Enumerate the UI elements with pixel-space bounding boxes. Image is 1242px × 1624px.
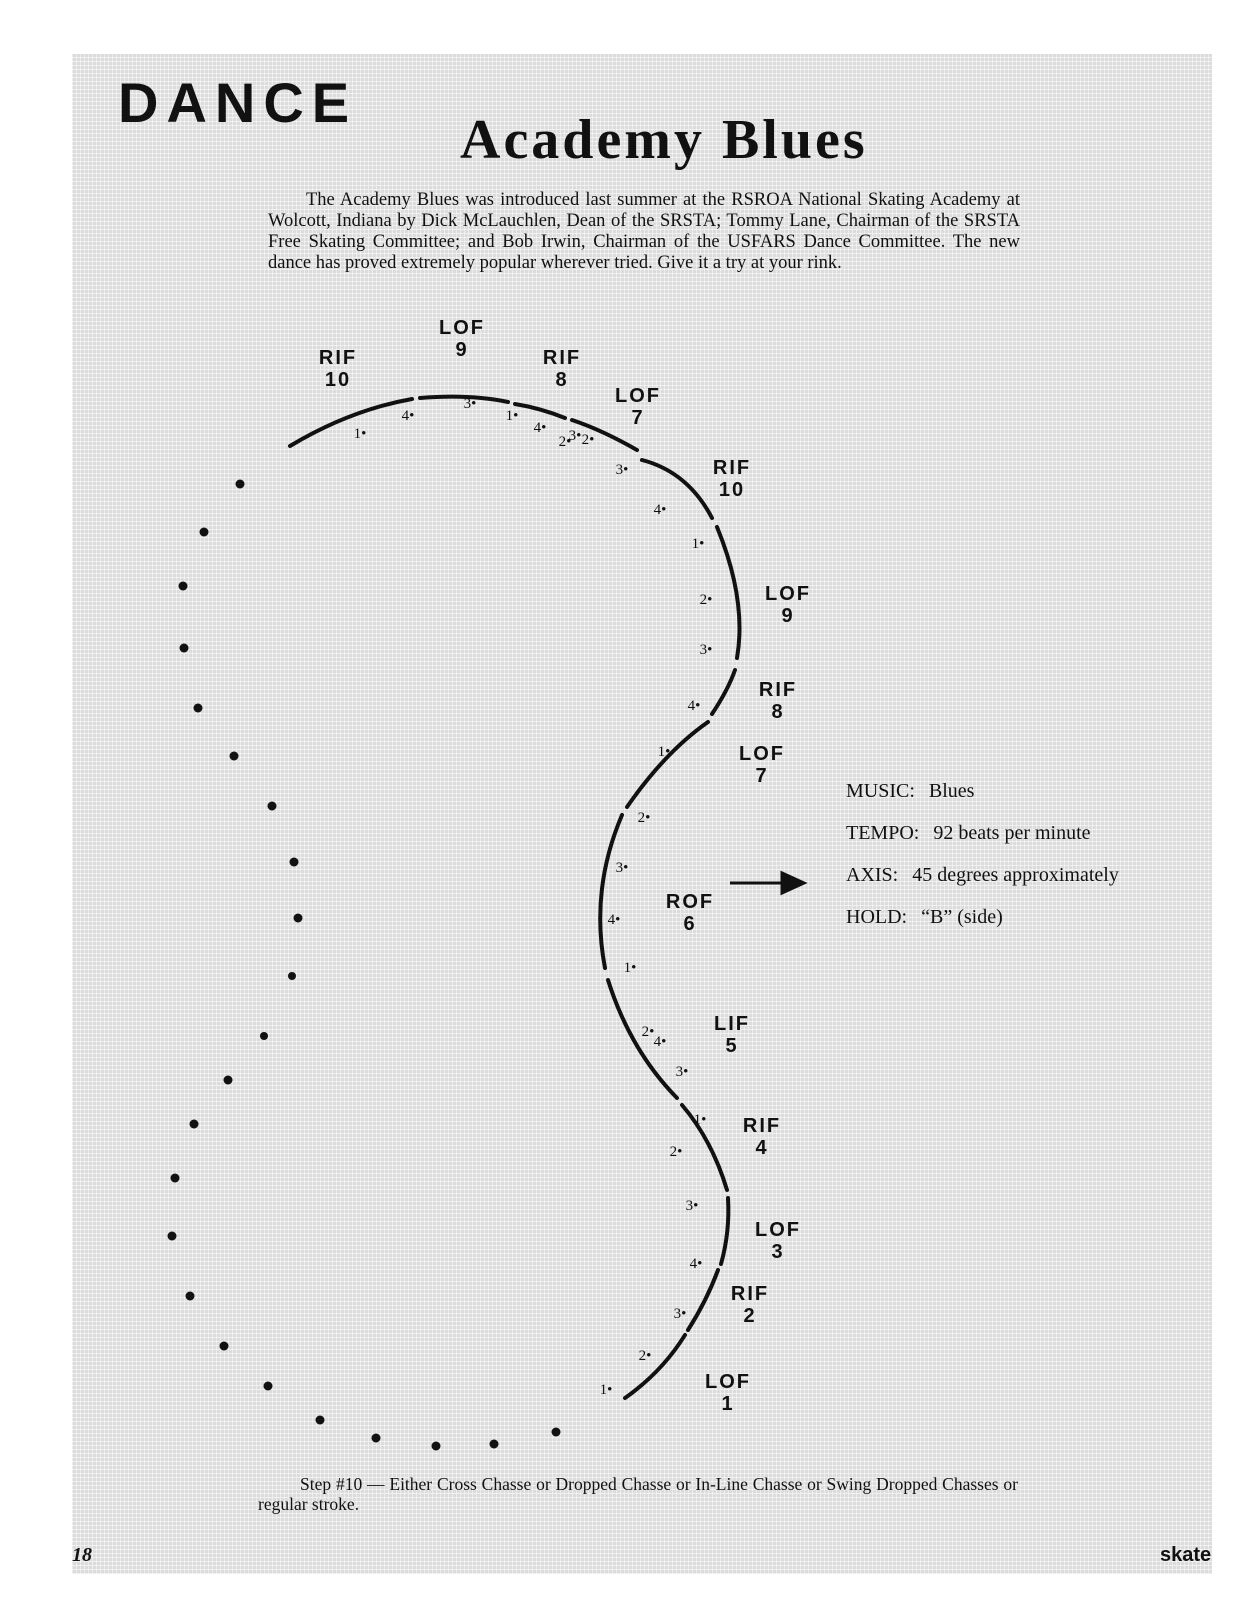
beat-count: 4•	[653, 1034, 667, 1050]
step-number-label: 5	[725, 1035, 739, 1057]
path-dot	[288, 972, 296, 980]
edge-step-10-second	[290, 399, 412, 446]
axis-label: AXIS:	[846, 864, 899, 886]
music-row	[846, 770, 1119, 812]
step-number-label: 7	[631, 407, 645, 429]
step-edge-label: RIF	[758, 679, 798, 701]
magazine-name: skate	[1160, 1544, 1212, 1566]
path-dot	[200, 528, 209, 537]
path-dot	[290, 858, 299, 867]
beat-count: 3•	[673, 1306, 687, 1322]
footnote: Step #10 — Either Cross Chasse or Dropped Chasse or In-Line Chasse or Swing Dropped Chasses or regular stroke.	[258, 1474, 1018, 1514]
edge-step-10	[642, 460, 712, 518]
music-label: MUSIC:	[846, 780, 915, 802]
step-edge-label: LOF	[739, 743, 785, 765]
beat-count: 1•	[691, 536, 705, 552]
step-number-label: 10	[718, 479, 746, 501]
path-dot	[230, 752, 239, 761]
step-edge-label: RIF	[542, 347, 582, 369]
direction-arrow	[730, 873, 804, 893]
beat-count: 1•	[353, 426, 367, 442]
beat-count: 4•	[687, 698, 701, 714]
beat-count: 3•	[699, 642, 713, 658]
edge-step-1	[625, 1335, 685, 1398]
edge-step-8-second	[515, 404, 565, 418]
beat-count: 2•	[638, 1348, 652, 1364]
step-number-label: 2	[743, 1305, 757, 1327]
path-dot	[168, 1232, 177, 1241]
edge-step-8	[712, 670, 735, 714]
intro-paragraph: The Academy Blues was introduced last summer at the RSROA National Skating Academy at Wolcott, Indiana by Dick McLauchlen, Dean of the SRSTA; Tommy Lane, Chairman of the SRSTA Free Skating Committee; and Bob Irwin, Chairman of the USFARS Dance Committee. The new dance has proved extremely popular wherever tried. Give it a try at your rink.	[268, 190, 1020, 273]
step-labels	[319, 317, 811, 1415]
beat-count-marks	[354, 396, 713, 1398]
path-dot	[316, 1416, 325, 1425]
beat-count: 3•	[675, 1064, 689, 1080]
page-title: Academy Blues	[460, 109, 868, 171]
axis-row	[846, 854, 1119, 896]
path-dot	[190, 1120, 199, 1129]
path-dot	[432, 1442, 441, 1451]
step-edge-label: LOF	[765, 583, 811, 605]
step-edge-label: LOF	[615, 385, 661, 407]
edge-step-7	[627, 722, 708, 807]
edge-step-9	[717, 527, 740, 658]
step-number-label: 8	[771, 701, 785, 723]
path-dot	[294, 914, 303, 923]
path-dot	[224, 1076, 233, 1085]
beat-count: 2•	[558, 434, 572, 450]
dance-info	[846, 770, 1119, 938]
beat-count: 2•	[669, 1144, 683, 1160]
beat-count: 4•	[653, 502, 667, 518]
step-edge-label: LOF	[439, 317, 485, 339]
beat-count: 1•	[505, 408, 519, 424]
hold-value: “B” (side)	[921, 906, 1003, 928]
path-dot	[372, 1434, 381, 1443]
step-number-label: 3	[771, 1241, 785, 1263]
beat-count: 3•	[568, 428, 582, 444]
path-dot	[490, 1440, 499, 1449]
beat-count: 3•	[615, 462, 629, 478]
beat-count: 1•	[599, 1382, 613, 1398]
path-dot	[268, 802, 277, 811]
step-number-label: 9	[781, 605, 795, 627]
step-number-label: 8	[555, 369, 569, 391]
step-number-label: 10	[324, 369, 352, 391]
music-value: Blues	[928, 780, 975, 802]
path-dot	[180, 644, 189, 653]
beat-count: 4•	[533, 420, 547, 436]
skater-path-dots	[168, 480, 561, 1451]
beat-count: 4•	[689, 1256, 703, 1272]
step-edge-label: ROF	[665, 891, 715, 913]
section-label: DANCE	[118, 71, 358, 134]
beat-count: 1•	[623, 960, 637, 976]
beat-count: 2•	[699, 592, 713, 608]
step-number-label: 1	[721, 1393, 735, 1415]
path-dot	[552, 1428, 561, 1437]
step-number-label: 7	[755, 765, 769, 787]
hold-row	[846, 896, 1119, 938]
step-edge-label: RIF	[318, 347, 358, 369]
axis-value: 45 degrees approximately	[912, 864, 1119, 886]
step-edge-label: LOF	[705, 1371, 751, 1393]
step-number-label: 4	[755, 1137, 769, 1159]
step-number-label: 9	[455, 339, 469, 361]
tempo-row	[846, 812, 1119, 854]
page-number: 18	[72, 1544, 92, 1566]
step-edge-label: LIF	[714, 1013, 750, 1035]
path-dot	[220, 1342, 229, 1351]
step-edge-label: LOF	[755, 1219, 801, 1241]
tempo-label: TEMPO:	[846, 822, 920, 844]
edge-step-3	[721, 1198, 728, 1264]
step-edge-label: RIF	[742, 1115, 782, 1137]
beat-count: 3•	[685, 1198, 699, 1214]
beat-count: 1•	[657, 744, 671, 760]
edge-step-6	[600, 815, 622, 968]
beat-count: 4•	[401, 408, 415, 424]
tempo-value: 92 beats per minute	[933, 822, 1091, 844]
beat-count: 4•	[607, 912, 621, 928]
beat-count: 2•	[641, 1024, 655, 1040]
beat-count: 3•	[615, 860, 629, 876]
path-dot	[260, 1032, 268, 1040]
beat-count: 2•	[581, 432, 595, 448]
hold-label: HOLD:	[846, 906, 908, 928]
edge-step-2	[688, 1270, 718, 1330]
step-number-label: 6	[683, 913, 697, 935]
step-edge-label: RIF	[730, 1283, 770, 1305]
path-dot	[194, 704, 203, 713]
path-dot	[236, 480, 245, 489]
beat-count: 2•	[637, 810, 651, 826]
beat-count: 1•	[693, 1112, 707, 1128]
beat-count: 3•	[463, 396, 477, 412]
path-dot	[179, 582, 188, 591]
path-dot	[171, 1174, 180, 1183]
path-dot	[264, 1382, 273, 1391]
step-edge-label: RIF	[712, 457, 752, 479]
path-dot	[186, 1292, 195, 1301]
